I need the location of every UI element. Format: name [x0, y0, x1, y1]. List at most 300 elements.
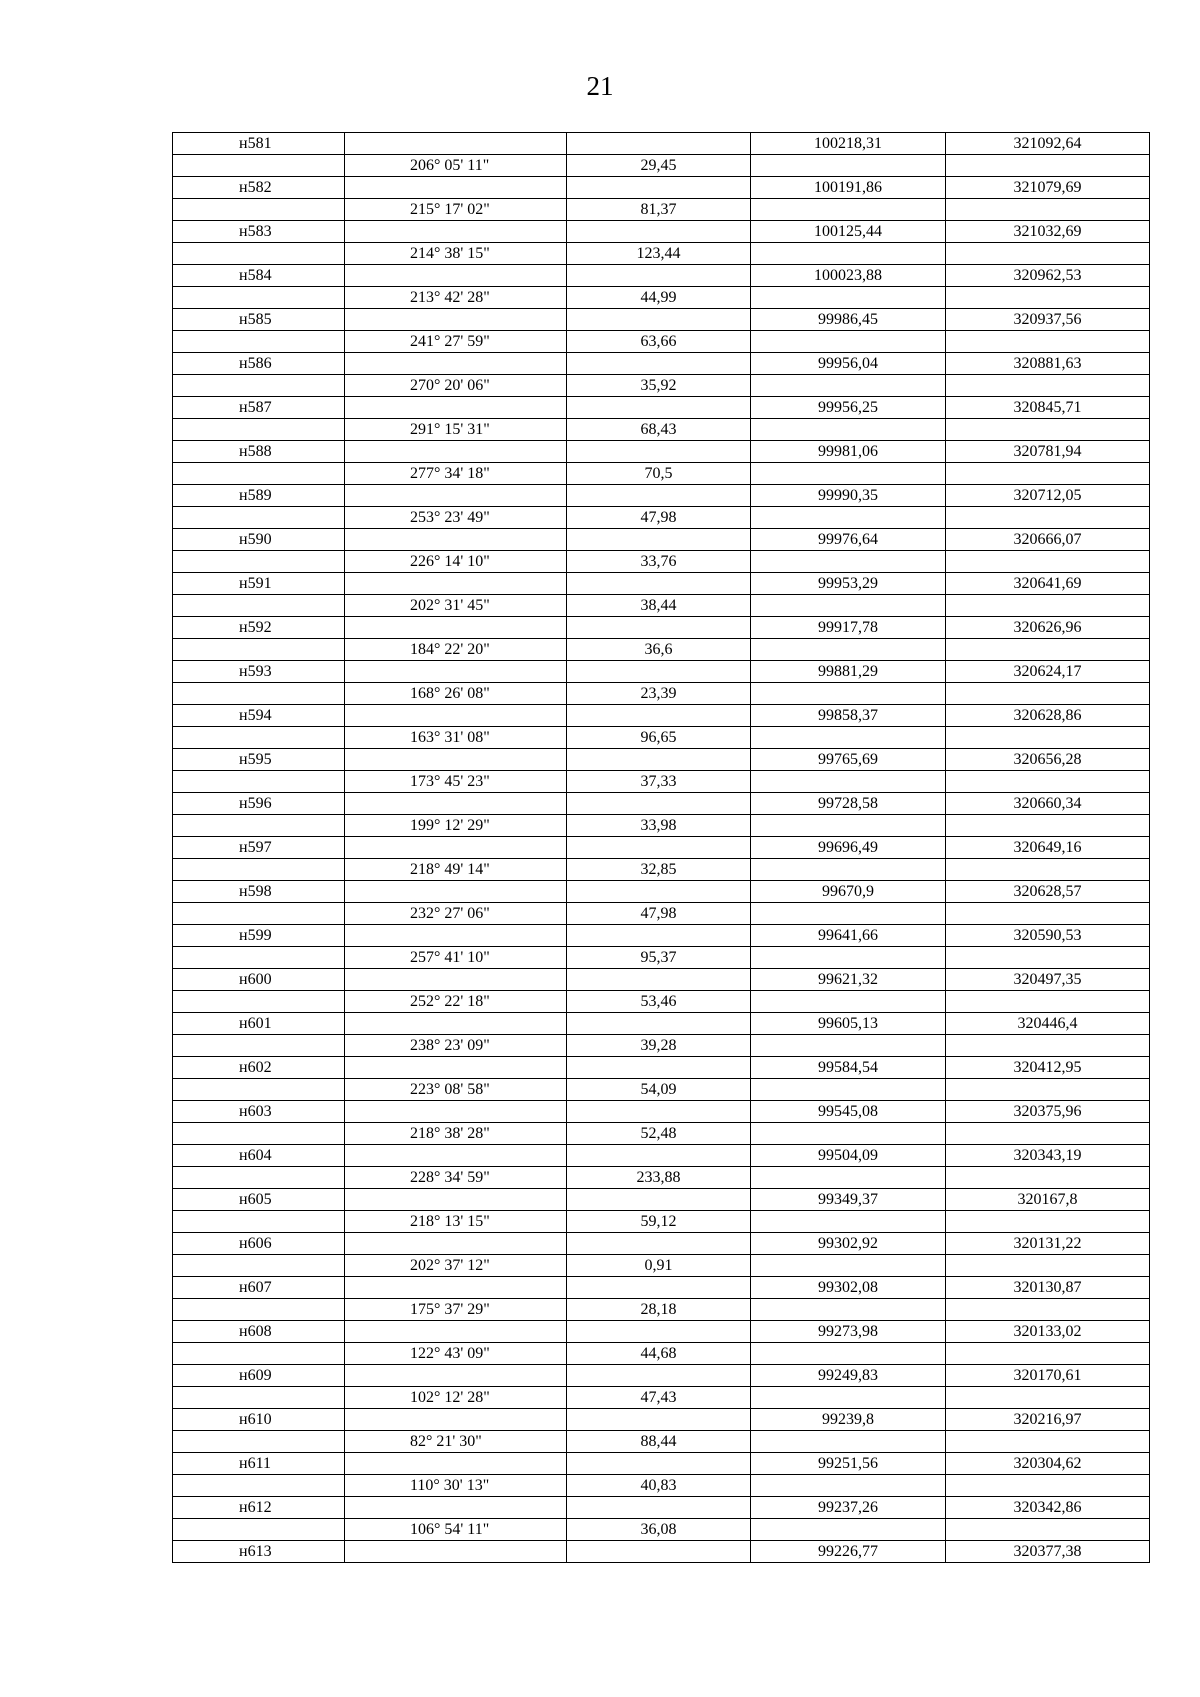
- table-row: [173, 771, 1150, 793]
- y-coordinate-cell: [946, 1167, 1150, 1189]
- direction-angle-cell: 175° 37' 29": [345, 1299, 567, 1321]
- table-row: [173, 727, 1150, 749]
- y-coordinate-cell: 320641,69: [946, 573, 1150, 595]
- direction-angle-cell: [345, 397, 567, 419]
- point-name-cell: [173, 331, 345, 353]
- table-row: [173, 903, 1150, 925]
- table-row: [173, 1233, 1150, 1255]
- table-row: [173, 1497, 1150, 1519]
- y-coordinate-cell: 320377,38: [946, 1541, 1150, 1563]
- direction-angle-cell: [345, 969, 567, 991]
- table-row: [173, 925, 1150, 947]
- distance-cell: [567, 881, 751, 903]
- table-row: [173, 375, 1150, 397]
- direction-angle-cell: [345, 661, 567, 683]
- direction-angle-cell: [345, 1277, 567, 1299]
- direction-angle-cell: 106° 54' 11": [345, 1519, 567, 1541]
- distance-cell: 123,44: [567, 243, 751, 265]
- y-coordinate-cell: 320937,56: [946, 309, 1150, 331]
- distance-cell: 32,85: [567, 859, 751, 881]
- y-coordinate-cell: 320131,22: [946, 1233, 1150, 1255]
- direction-angle-cell: 122° 43' 09": [345, 1343, 567, 1365]
- table-row: [173, 485, 1150, 507]
- x-coordinate-cell: 99302,08: [751, 1277, 946, 1299]
- distance-cell: [567, 1321, 751, 1343]
- x-coordinate-cell: [751, 155, 946, 177]
- point-name-cell: [173, 815, 345, 837]
- y-coordinate-cell: 320167,8: [946, 1189, 1150, 1211]
- distance-cell: 36,6: [567, 639, 751, 661]
- distance-cell: [567, 1189, 751, 1211]
- direction-angle-cell: 238° 23' 09": [345, 1035, 567, 1057]
- point-name-cell: [173, 287, 345, 309]
- point-name-cell: [173, 1035, 345, 1057]
- y-coordinate-cell: [946, 1387, 1150, 1409]
- point-name-cell: н594: [173, 705, 345, 727]
- x-coordinate-cell: [751, 1299, 946, 1321]
- x-coordinate-cell: 99273,98: [751, 1321, 946, 1343]
- point-name-cell: [173, 375, 345, 397]
- direction-angle-cell: 173° 45' 23": [345, 771, 567, 793]
- table-row: [173, 1079, 1150, 1101]
- direction-angle-cell: [345, 749, 567, 771]
- y-coordinate-cell: [946, 1519, 1150, 1541]
- x-coordinate-cell: 99584,54: [751, 1057, 946, 1079]
- distance-cell: [567, 1409, 751, 1431]
- distance-cell: 88,44: [567, 1431, 751, 1453]
- table-row: [173, 793, 1150, 815]
- table-row: [173, 177, 1150, 199]
- y-coordinate-cell: 320343,19: [946, 1145, 1150, 1167]
- x-coordinate-cell: [751, 463, 946, 485]
- point-name-cell: н585: [173, 309, 345, 331]
- y-coordinate-cell: [946, 375, 1150, 397]
- x-coordinate-cell: 99990,35: [751, 485, 946, 507]
- direction-angle-cell: [345, 1541, 567, 1563]
- distance-cell: [567, 353, 751, 375]
- point-name-cell: н583: [173, 221, 345, 243]
- point-name-cell: н613: [173, 1541, 345, 1563]
- x-coordinate-cell: 99641,66: [751, 925, 946, 947]
- direction-angle-cell: 102° 12' 28": [345, 1387, 567, 1409]
- y-coordinate-cell: [946, 1475, 1150, 1497]
- y-coordinate-cell: [946, 1123, 1150, 1145]
- point-name-cell: [173, 1343, 345, 1365]
- distance-cell: 40,83: [567, 1475, 751, 1497]
- point-name-cell: [173, 683, 345, 705]
- y-coordinate-cell: 320497,35: [946, 969, 1150, 991]
- table-row: [173, 1013, 1150, 1035]
- distance-cell: [567, 661, 751, 683]
- table-row: [173, 1387, 1150, 1409]
- direction-angle-cell: 206° 05' 11": [345, 155, 567, 177]
- x-coordinate-cell: [751, 1387, 946, 1409]
- x-coordinate-cell: 99917,78: [751, 617, 946, 639]
- point-name-cell: н590: [173, 529, 345, 551]
- table-row: [173, 947, 1150, 969]
- distance-cell: 95,37: [567, 947, 751, 969]
- x-coordinate-cell: [751, 683, 946, 705]
- x-coordinate-cell: 99953,29: [751, 573, 946, 595]
- direction-angle-cell: 226° 14' 10": [345, 551, 567, 573]
- direction-angle-cell: 257° 41' 10": [345, 947, 567, 969]
- direction-angle-cell: [345, 353, 567, 375]
- x-coordinate-cell: 99545,08: [751, 1101, 946, 1123]
- x-coordinate-cell: 99696,49: [751, 837, 946, 859]
- table-row: [173, 1189, 1150, 1211]
- y-coordinate-cell: 320590,53: [946, 925, 1150, 947]
- direction-angle-cell: 214° 38' 15": [345, 243, 567, 265]
- direction-angle-cell: 163° 31' 08": [345, 727, 567, 749]
- direction-angle-cell: 252° 22' 18": [345, 991, 567, 1013]
- point-name-cell: [173, 1299, 345, 1321]
- x-coordinate-cell: [751, 1475, 946, 1497]
- y-coordinate-cell: 320660,34: [946, 793, 1150, 815]
- distance-cell: 36,08: [567, 1519, 751, 1541]
- direction-angle-cell: 241° 27' 59": [345, 331, 567, 353]
- direction-angle-cell: 215° 17' 02": [345, 199, 567, 221]
- y-coordinate-cell: 320781,94: [946, 441, 1150, 463]
- table-row: [173, 1277, 1150, 1299]
- table-row: [173, 463, 1150, 485]
- direction-angle-cell: [345, 1101, 567, 1123]
- distance-cell: [567, 1145, 751, 1167]
- distance-cell: 233,88: [567, 1167, 751, 1189]
- distance-cell: [567, 1057, 751, 1079]
- table-row: [173, 991, 1150, 1013]
- y-coordinate-cell: [946, 727, 1150, 749]
- table-row: [173, 155, 1150, 177]
- x-coordinate-cell: 99956,04: [751, 353, 946, 375]
- direction-angle-cell: [345, 441, 567, 463]
- y-coordinate-cell: [946, 815, 1150, 837]
- distance-cell: 37,33: [567, 771, 751, 793]
- distance-cell: [567, 265, 751, 287]
- y-coordinate-cell: 320881,63: [946, 353, 1150, 375]
- y-coordinate-cell: 321079,69: [946, 177, 1150, 199]
- distance-cell: [567, 1101, 751, 1123]
- distance-cell: 52,48: [567, 1123, 751, 1145]
- y-coordinate-cell: [946, 683, 1150, 705]
- y-coordinate-cell: 320375,96: [946, 1101, 1150, 1123]
- x-coordinate-cell: 99621,32: [751, 969, 946, 991]
- y-coordinate-cell: [946, 991, 1150, 1013]
- direction-angle-cell: 291° 15' 31": [345, 419, 567, 441]
- distance-cell: [567, 1541, 751, 1563]
- direction-angle-cell: 213° 42' 28": [345, 287, 567, 309]
- point-name-cell: н608: [173, 1321, 345, 1343]
- x-coordinate-cell: [751, 199, 946, 221]
- distance-cell: 29,45: [567, 155, 751, 177]
- x-coordinate-cell: [751, 1123, 946, 1145]
- table-row: [173, 1519, 1150, 1541]
- direction-angle-cell: [345, 1365, 567, 1387]
- x-coordinate-cell: 99956,25: [751, 397, 946, 419]
- point-name-cell: н609: [173, 1365, 345, 1387]
- direction-angle-cell: [345, 1497, 567, 1519]
- point-name-cell: [173, 1123, 345, 1145]
- table-row: [173, 1343, 1150, 1365]
- x-coordinate-cell: [751, 815, 946, 837]
- table-row: [173, 419, 1150, 441]
- table-row: [173, 441, 1150, 463]
- distance-cell: 38,44: [567, 595, 751, 617]
- point-name-cell: [173, 771, 345, 793]
- point-name-cell: н606: [173, 1233, 345, 1255]
- distance-cell: [567, 573, 751, 595]
- point-name-cell: н596: [173, 793, 345, 815]
- point-name-cell: [173, 199, 345, 221]
- direction-angle-cell: 218° 38' 28": [345, 1123, 567, 1145]
- direction-angle-cell: 199° 12' 29": [345, 815, 567, 837]
- distance-cell: 53,46: [567, 991, 751, 1013]
- x-coordinate-cell: 99765,69: [751, 749, 946, 771]
- direction-angle-cell: 82° 21' 30": [345, 1431, 567, 1453]
- direction-angle-cell: 218° 49' 14": [345, 859, 567, 881]
- x-coordinate-cell: 99504,09: [751, 1145, 946, 1167]
- coordinates-table: [172, 132, 1150, 1563]
- table-row: [173, 1365, 1150, 1387]
- direction-angle-cell: [345, 1233, 567, 1255]
- y-coordinate-cell: 320130,87: [946, 1277, 1150, 1299]
- y-coordinate-cell: [946, 199, 1150, 221]
- direction-angle-cell: [345, 265, 567, 287]
- point-name-cell: [173, 903, 345, 925]
- x-coordinate-cell: [751, 1035, 946, 1057]
- y-coordinate-cell: [946, 947, 1150, 969]
- distance-cell: 63,66: [567, 331, 751, 353]
- direction-angle-cell: 218° 13' 15": [345, 1211, 567, 1233]
- direction-angle-cell: 110° 30' 13": [345, 1475, 567, 1497]
- x-coordinate-cell: [751, 1211, 946, 1233]
- distance-cell: 59,12: [567, 1211, 751, 1233]
- table-row: [173, 353, 1150, 375]
- point-name-cell: н586: [173, 353, 345, 375]
- table-row: [173, 595, 1150, 617]
- y-coordinate-cell: [946, 331, 1150, 353]
- point-name-cell: н587: [173, 397, 345, 419]
- direction-angle-cell: [345, 881, 567, 903]
- table-row: [173, 265, 1150, 287]
- direction-angle-cell: 253° 23' 49": [345, 507, 567, 529]
- table-row: [173, 683, 1150, 705]
- y-coordinate-cell: [946, 155, 1150, 177]
- table-row: [173, 815, 1150, 837]
- distance-cell: [567, 925, 751, 947]
- y-coordinate-cell: [946, 419, 1150, 441]
- direction-angle-cell: 232° 27' 06": [345, 903, 567, 925]
- y-coordinate-cell: 321092,64: [946, 133, 1150, 155]
- x-coordinate-cell: 99670,9: [751, 881, 946, 903]
- point-name-cell: н600: [173, 969, 345, 991]
- table-row: [173, 1409, 1150, 1431]
- distance-cell: 44,68: [567, 1343, 751, 1365]
- y-coordinate-cell: [946, 243, 1150, 265]
- y-coordinate-cell: [946, 1431, 1150, 1453]
- y-coordinate-cell: [946, 507, 1150, 529]
- x-coordinate-cell: 99239,8: [751, 1409, 946, 1431]
- direction-angle-cell: [345, 133, 567, 155]
- y-coordinate-cell: [946, 1035, 1150, 1057]
- y-coordinate-cell: 320666,07: [946, 529, 1150, 551]
- point-name-cell: н592: [173, 617, 345, 639]
- direction-angle-cell: 184° 22' 20": [345, 639, 567, 661]
- point-name-cell: [173, 551, 345, 573]
- distance-cell: 35,92: [567, 375, 751, 397]
- table-row: [173, 199, 1150, 221]
- distance-cell: [567, 529, 751, 551]
- x-coordinate-cell: [751, 1079, 946, 1101]
- point-name-cell: н603: [173, 1101, 345, 1123]
- distance-cell: [567, 837, 751, 859]
- table-row: [173, 1167, 1150, 1189]
- x-coordinate-cell: [751, 771, 946, 793]
- x-coordinate-cell: [751, 991, 946, 1013]
- direction-angle-cell: [345, 1321, 567, 1343]
- y-coordinate-cell: [946, 771, 1150, 793]
- direction-angle-cell: [345, 1013, 567, 1035]
- distance-cell: 23,39: [567, 683, 751, 705]
- x-coordinate-cell: 99881,29: [751, 661, 946, 683]
- y-coordinate-cell: [946, 1299, 1150, 1321]
- y-coordinate-cell: [946, 1343, 1150, 1365]
- point-name-cell: [173, 1431, 345, 1453]
- y-coordinate-cell: 320649,16: [946, 837, 1150, 859]
- x-coordinate-cell: [751, 507, 946, 529]
- point-name-cell: [173, 727, 345, 749]
- distance-cell: 68,43: [567, 419, 751, 441]
- x-coordinate-cell: 99981,06: [751, 441, 946, 463]
- y-coordinate-cell: 320412,95: [946, 1057, 1150, 1079]
- distance-cell: 39,28: [567, 1035, 751, 1057]
- table-row: [173, 859, 1150, 881]
- table-row: [173, 1453, 1150, 1475]
- x-coordinate-cell: [751, 639, 946, 661]
- direction-angle-cell: [345, 485, 567, 507]
- x-coordinate-cell: 99976,64: [751, 529, 946, 551]
- point-name-cell: [173, 507, 345, 529]
- point-name-cell: [173, 1079, 345, 1101]
- point-name-cell: н584: [173, 265, 345, 287]
- direction-angle-cell: [345, 1057, 567, 1079]
- table-row: [173, 661, 1150, 683]
- y-coordinate-cell: [946, 463, 1150, 485]
- x-coordinate-cell: [751, 903, 946, 925]
- point-name-cell: н588: [173, 441, 345, 463]
- x-coordinate-cell: [751, 287, 946, 309]
- table-row: [173, 133, 1150, 155]
- point-name-cell: н604: [173, 1145, 345, 1167]
- table-row: [173, 1255, 1150, 1277]
- distance-cell: [567, 397, 751, 419]
- direction-angle-cell: [345, 1453, 567, 1475]
- distance-cell: [567, 617, 751, 639]
- y-coordinate-cell: [946, 903, 1150, 925]
- table-row: [173, 1123, 1150, 1145]
- x-coordinate-cell: 100191,86: [751, 177, 946, 199]
- y-coordinate-cell: [946, 1211, 1150, 1233]
- distance-cell: [567, 485, 751, 507]
- page-number: 21: [586, 71, 614, 101]
- point-name-cell: н612: [173, 1497, 345, 1519]
- table-row: [173, 287, 1150, 309]
- point-name-cell: [173, 947, 345, 969]
- point-name-cell: [173, 595, 345, 617]
- direction-angle-cell: [345, 1189, 567, 1211]
- table-row: [173, 1145, 1150, 1167]
- point-name-cell: н601: [173, 1013, 345, 1035]
- table-row: [173, 551, 1150, 573]
- y-coordinate-cell: 320133,02: [946, 1321, 1150, 1343]
- point-name-cell: н599: [173, 925, 345, 947]
- x-coordinate-cell: 99728,58: [751, 793, 946, 815]
- table-row: [173, 1035, 1150, 1057]
- distance-cell: 47,98: [567, 507, 751, 529]
- y-coordinate-cell: 320962,53: [946, 265, 1150, 287]
- point-name-cell: н593: [173, 661, 345, 683]
- direction-angle-cell: [345, 617, 567, 639]
- direction-angle-cell: [345, 573, 567, 595]
- direction-angle-cell: [345, 705, 567, 727]
- point-name-cell: н581: [173, 133, 345, 155]
- table-row: [173, 1541, 1150, 1563]
- x-coordinate-cell: 100023,88: [751, 265, 946, 287]
- point-name-cell: [173, 991, 345, 1013]
- x-coordinate-cell: [751, 1431, 946, 1453]
- distance-cell: 96,65: [567, 727, 751, 749]
- x-coordinate-cell: [751, 1343, 946, 1365]
- table-row: [173, 573, 1150, 595]
- x-coordinate-cell: [751, 331, 946, 353]
- distance-cell: [567, 749, 751, 771]
- x-coordinate-cell: [751, 859, 946, 881]
- point-name-cell: н607: [173, 1277, 345, 1299]
- x-coordinate-cell: [751, 1167, 946, 1189]
- distance-cell: 47,98: [567, 903, 751, 925]
- point-name-cell: н602: [173, 1057, 345, 1079]
- x-coordinate-cell: 99237,26: [751, 1497, 946, 1519]
- direction-angle-cell: [345, 1145, 567, 1167]
- x-coordinate-cell: [751, 727, 946, 749]
- distance-cell: [567, 1453, 751, 1475]
- table-row: [173, 969, 1150, 991]
- table-row: [173, 749, 1150, 771]
- x-coordinate-cell: 100218,31: [751, 133, 946, 155]
- table-row: [173, 1101, 1150, 1123]
- x-coordinate-cell: 100125,44: [751, 221, 946, 243]
- distance-cell: [567, 309, 751, 331]
- point-name-cell: [173, 463, 345, 485]
- y-coordinate-cell: [946, 551, 1150, 573]
- distance-cell: 33,98: [567, 815, 751, 837]
- table-row: [173, 639, 1150, 661]
- y-coordinate-cell: 320628,86: [946, 705, 1150, 727]
- table-row: [173, 243, 1150, 265]
- x-coordinate-cell: 99605,13: [751, 1013, 946, 1035]
- x-coordinate-cell: 99251,56: [751, 1453, 946, 1475]
- distance-cell: [567, 793, 751, 815]
- y-coordinate-cell: [946, 287, 1150, 309]
- table-row: [173, 529, 1150, 551]
- distance-cell: 28,18: [567, 1299, 751, 1321]
- y-coordinate-cell: 320216,97: [946, 1409, 1150, 1431]
- y-coordinate-cell: [946, 1079, 1150, 1101]
- direction-angle-cell: [345, 793, 567, 815]
- distance-cell: [567, 441, 751, 463]
- distance-cell: [567, 221, 751, 243]
- x-coordinate-cell: 99226,77: [751, 1541, 946, 1563]
- direction-angle-cell: 228° 34' 59": [345, 1167, 567, 1189]
